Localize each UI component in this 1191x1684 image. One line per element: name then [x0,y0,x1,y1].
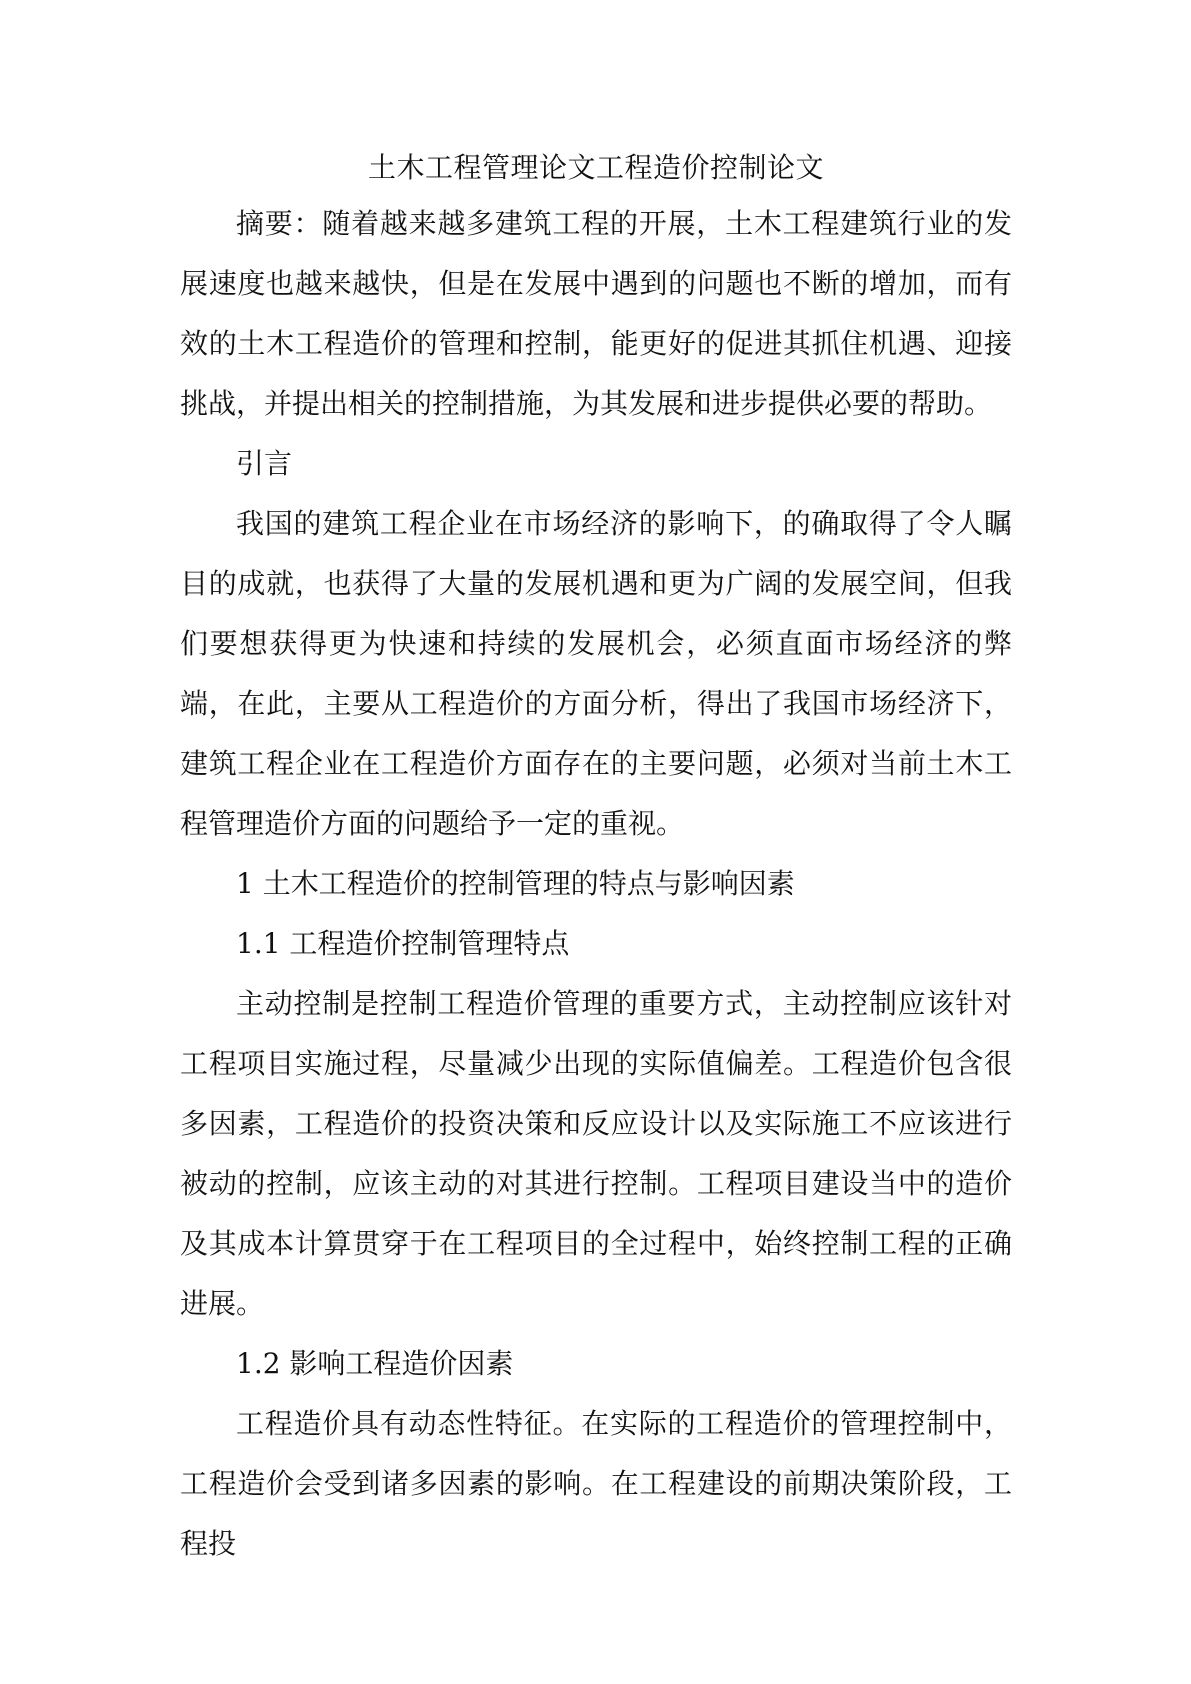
section-1-2-heading: 1.2 影响工程造价因素 [236,1347,514,1380]
intro-heading: 引言 [236,447,293,480]
document-page [180,148,1012,1574]
section-1-1-heading: 1.1 工程造价控制管理特点 [236,927,570,960]
intro-paragraph: 我国的建筑工程企业在市场经济的影响下，的确取得了令人瞩目的成就，也获得了大量的发展机遇和更为广阔的发展空间，但我们要想获得更为快速和持续的发展机会，必须直面市场经济的弊端，在此，主要从工程造价的方面分析，得出了我国市场经济下，建筑工程企业在工程造价方面存在的主要问题，必须对当前土木工程管理造价方面的问题给予一定的重视。 [180,507,1012,840]
section-1-heading: 1 土木工程造价的控制管理的特点与影响因素 [236,867,795,900]
section-1-1-paragraph: 主动控制是控制工程造价管理的重要方式，主动控制应该针对工程项目实施过程，尽量减少出现的实际值偏差。工程造价包含很多因素，工程造价的投资决策和反应设计以及实际施工不应该进行被动的控制，应该主动的对其进行控制。工程项目建设当中的造价及其成本计算贯穿于在工程项目的全过程中，始终控制工程的正确进展。 [180,987,1012,1320]
document-title: 土木工程管理论文工程造价控制论文 [367,151,824,184]
section-1-2-paragraph: 工程造价具有动态性特征。在实际的工程造价的管理控制中，工程造价会受到诸多因素的影响。在工程建设的前期决策阶段，工程投 [180,1407,1012,1560]
abstract-paragraph: 摘要：随着越来越多建筑工程的开展，土木工程建筑行业的发展速度也越来越快，但是在发展中遇到的问题也不断的增加，而有效的土木工程造价的管理和控制，能更好的促进其抓住机遇、迎接挑战，并提出相关的控制措施，为其发展和进步提供必要的帮助。 [180,207,1012,420]
